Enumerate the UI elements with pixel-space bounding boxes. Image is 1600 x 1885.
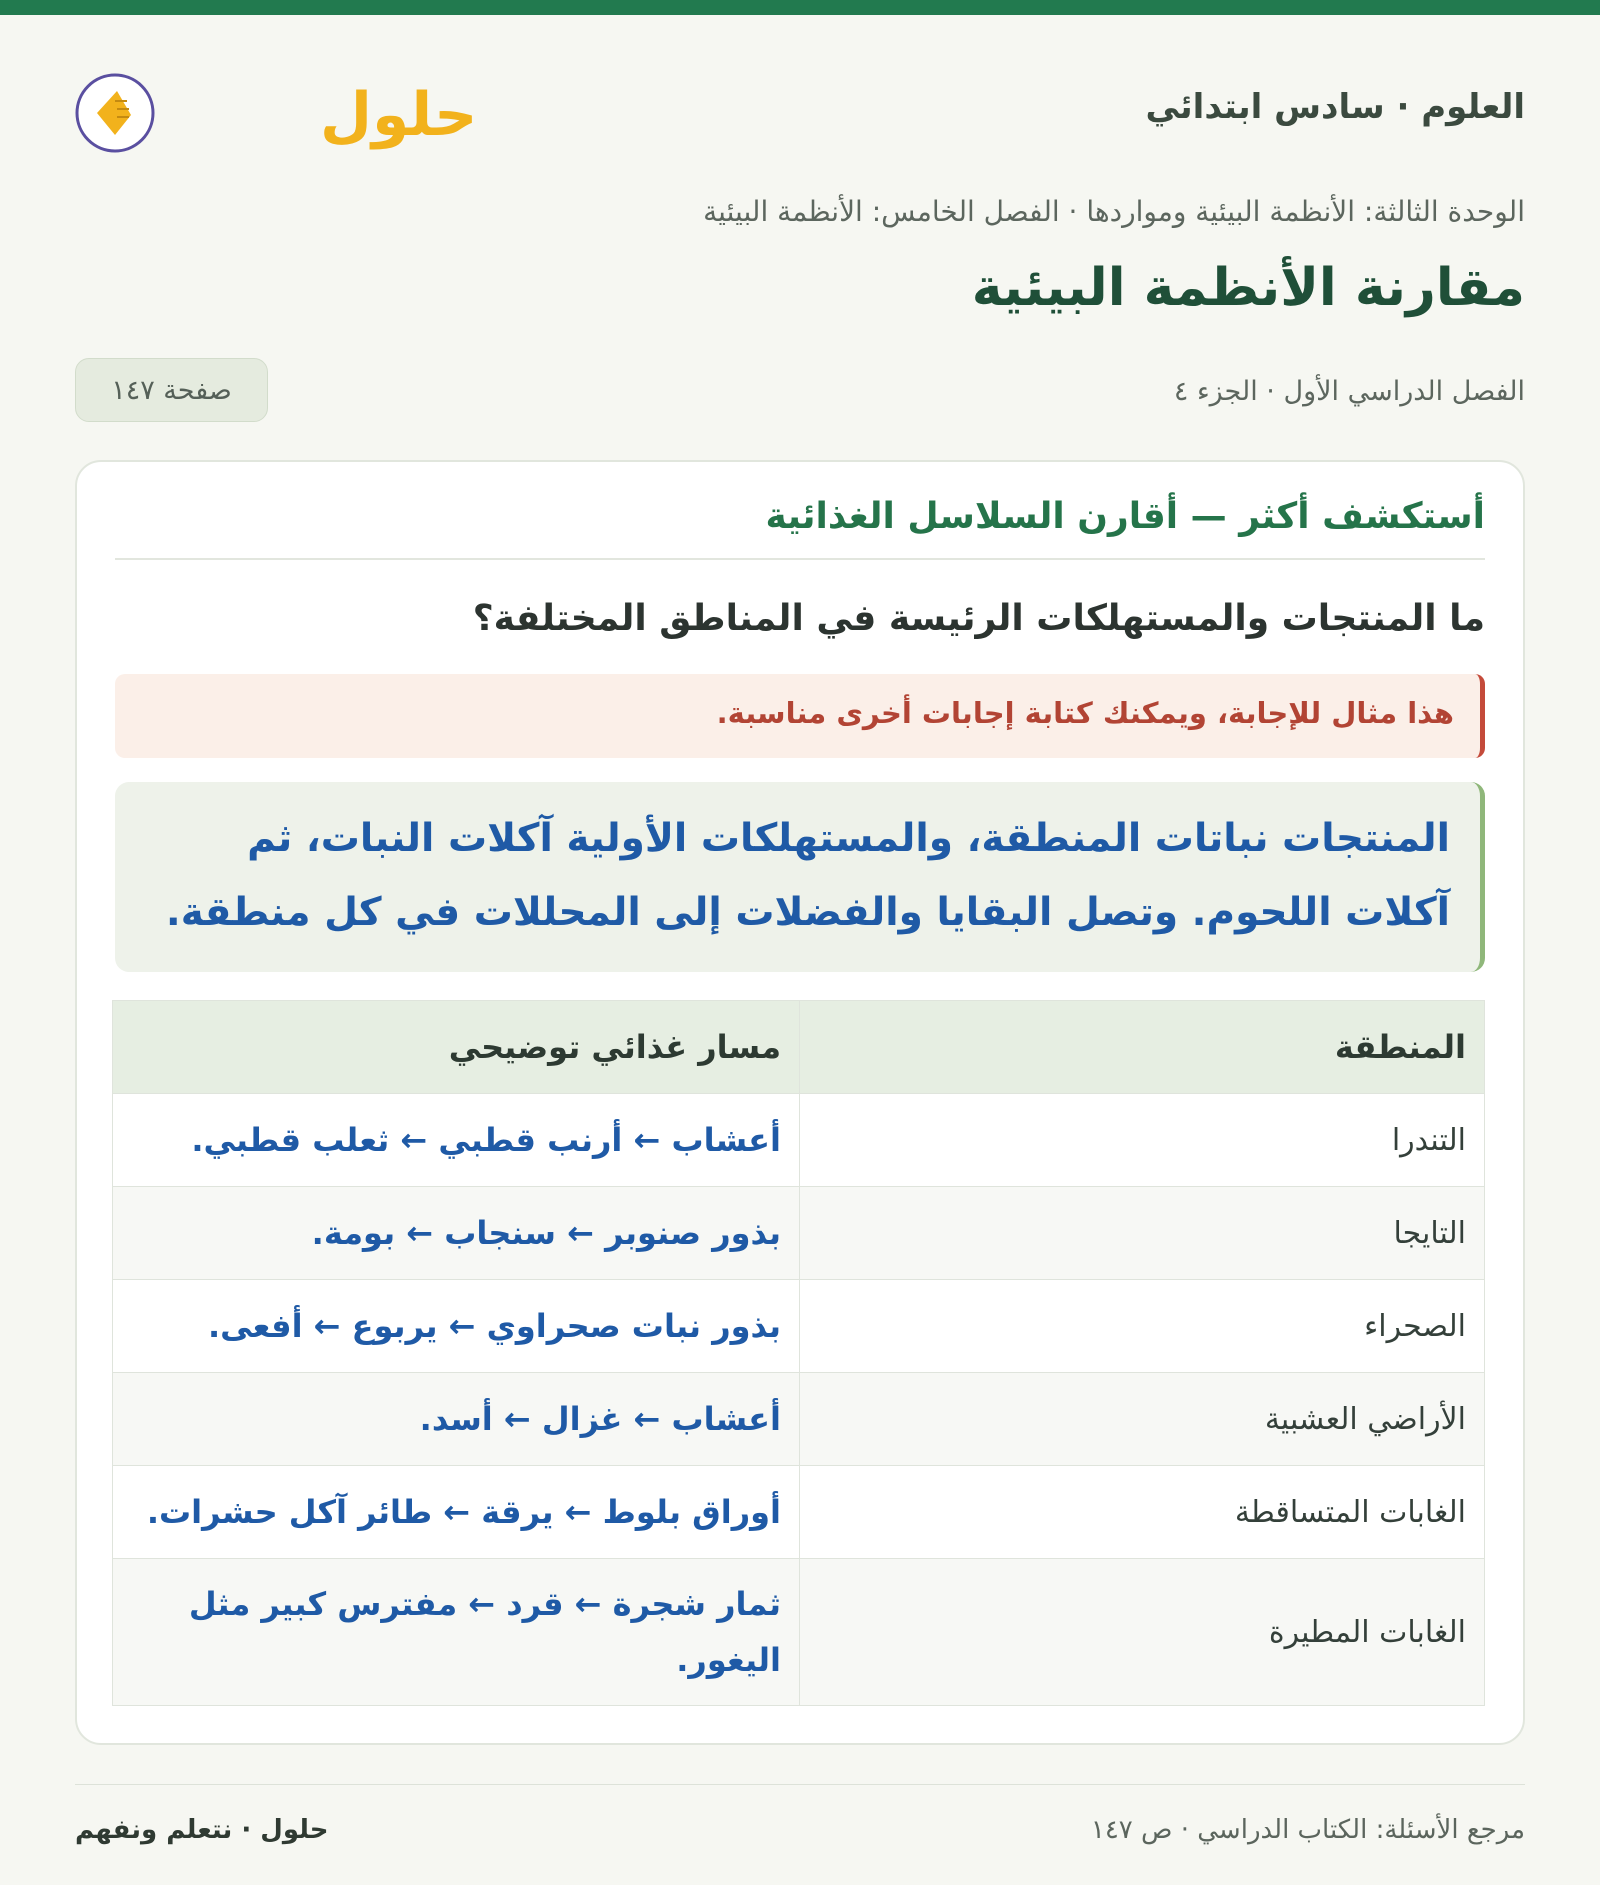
region-cell: الغابات المطيرة — [800, 1559, 1485, 1706]
chain-cell: بذور صنوبر ← سنجاب ← بومة. — [113, 1187, 800, 1280]
footer-reference: مرجع الأسئلة: الكتاب الدراسي · ص ١٤٧ — [1090, 1815, 1525, 1845]
food-chain-table — [112, 1000, 1485, 1706]
top-accent-bar — [0, 0, 1600, 15]
unit-breadcrumb: الوحدة الثالثة: الأنظمة البيئية ومواردها · الفصل الخامس: الأنظمة البيئية — [703, 195, 1525, 228]
semester-label: الفصل الدراسي الأول · الجزء ٤ — [1173, 376, 1525, 407]
header-chain: مسار غذائي توضيحي — [113, 1001, 800, 1094]
brand-logo[interactable] — [75, 55, 478, 165]
page-number-badge: صفحة ١٤٧ — [75, 358, 268, 422]
chain-cell: بذور نبات صحراوي ← يربوع ← أفعى. — [113, 1280, 800, 1373]
table-row — [113, 1187, 1485, 1280]
chain-cell: أعشاب ← غزال ← أسد. — [113, 1373, 800, 1466]
region-cell: الغابات المتساقطة — [800, 1466, 1485, 1559]
answer-box: المنتجات نباتات المنطقة، والمستهلكات الأولية آكلات النبات، ثم آكلات اللحوم. وتصل البقايا والفضلات إلى المحللات في كل منطقة. — [115, 782, 1485, 972]
chain-cell: أعشاب ← أرنب قطبي ← ثعلب قطبي. — [113, 1094, 800, 1187]
page-title: مقارنة الأنظمة البيئية — [971, 258, 1525, 318]
footer-brand[interactable]: حلول · نتعلم ونفهم — [75, 1815, 329, 1845]
region-cell: التندرا — [800, 1094, 1485, 1187]
table-header-row — [113, 1001, 1485, 1094]
region-cell: الأراضي العشبية — [800, 1373, 1485, 1466]
exercise-card — [75, 460, 1525, 1745]
subject-title: العلوم · سادس ابتدائي — [1145, 87, 1525, 127]
chain-cell: ثمار شجرة ← قرد ← مفترس كبير مثل اليغور. — [113, 1559, 800, 1706]
answer-note: هذا مثال للإجابة، ويمكنك كتابة إجابات أخرى مناسبة. — [115, 674, 1485, 758]
chain-cell: أوراق بلوط ← يرقة ← طائر آكل حشرات. — [113, 1466, 800, 1559]
region-cell: الصحراء — [800, 1280, 1485, 1373]
header-region: المنطقة — [800, 1001, 1485, 1094]
table-row — [113, 1094, 1485, 1187]
page-header — [75, 55, 1525, 165]
table-row — [113, 1373, 1485, 1466]
table-row — [113, 1280, 1485, 1373]
table-row — [113, 1559, 1485, 1706]
logo-text: حلول — [320, 80, 478, 150]
question-text: ما المنتجات والمستهلكات الرئيسة في المناطق المختلفة؟ — [472, 598, 1485, 639]
region-cell: التايجا — [800, 1187, 1485, 1280]
section-title: أستكشف أكثر — أقارن السلاسل الغذائية — [115, 462, 1485, 560]
table-row — [113, 1466, 1485, 1559]
footer-divider — [75, 1784, 1525, 1785]
